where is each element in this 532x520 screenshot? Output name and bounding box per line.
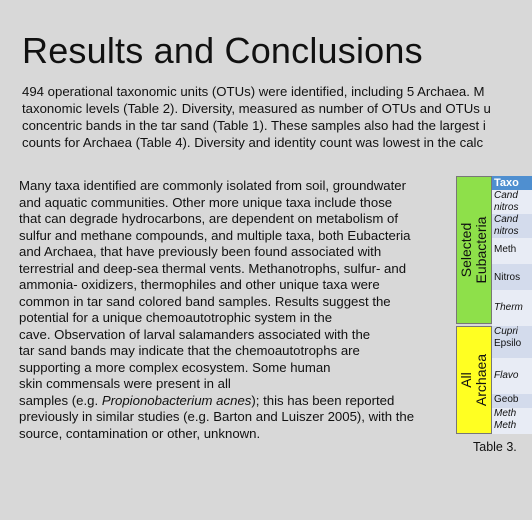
group-eubacteria bbox=[456, 176, 492, 324]
body-line bbox=[19, 393, 459, 410]
group-eubacteria-label bbox=[459, 217, 489, 284]
body-line: skin commensals were present in all bbox=[19, 376, 231, 391]
table-cell: Flavo bbox=[492, 358, 532, 394]
table-cell: Cand bbox=[492, 214, 532, 226]
body-line: and aquatic communities. Other more unique taxa include those bbox=[19, 194, 393, 210]
taxon-column bbox=[492, 176, 532, 434]
table-cell: Epsilo bbox=[492, 338, 532, 358]
intro-line: 494 operational taxonomic units (OTUs) were identified, including 5 Archaea. M bbox=[22, 84, 485, 99]
table-cell: Meth bbox=[492, 420, 532, 434]
body-text-segment: ); this has been reported bbox=[251, 392, 395, 408]
table-cell: nitros bbox=[492, 226, 532, 238]
group-label-line: All bbox=[458, 372, 474, 388]
taxon-header: Taxo bbox=[492, 176, 532, 190]
table-cell: Geob bbox=[492, 394, 532, 408]
body-line: Many taxa identified are commonly isolated from soil, groundwater bbox=[19, 178, 407, 193]
body-line: tar sand bands may indicate that the chemoautotrophs are bbox=[19, 343, 360, 358]
body-line: supporting a more complex ecosystem. Some human bbox=[19, 359, 331, 375]
body-line: that can degrade hydrocarbons, are dependent on metabolism of bbox=[19, 211, 399, 226]
group-label-line: Archaea bbox=[473, 353, 489, 407]
group-label-line: Selected bbox=[458, 222, 474, 278]
table-cell: Therm bbox=[492, 290, 532, 326]
body-line: sulfur and methane compounds, and multiple taxa, both Eubacteria bbox=[19, 227, 411, 243]
slide-title: Results and Conclusions bbox=[22, 30, 423, 71]
table-caption: Table 3. bbox=[473, 440, 517, 454]
table-cell: Meth bbox=[492, 238, 532, 264]
body-line: potential for a unique chemoautotrophic system in the bbox=[19, 310, 333, 325]
species-name: Propionobacterium acnes bbox=[101, 392, 252, 408]
body-line: previously in similar studies (e.g. Barton and Luiszer 2005), with the bbox=[19, 409, 415, 424]
body-line: cave. Observation of larval salamanders associated with the bbox=[19, 326, 371, 342]
body-line: ammonia- oxidizers, thermophiles and other unique taxa were bbox=[19, 277, 380, 292]
body-line: terrestrial and deep-sea thermal vents. Methanotrophs, sulfur- and bbox=[19, 260, 407, 276]
table-cell: Cand bbox=[492, 190, 532, 202]
intro-paragraph bbox=[22, 83, 520, 151]
intro-line: counts for Archaea (Table 4). Diversity and identity count was lowest in the calc bbox=[22, 135, 484, 150]
taxa-table bbox=[456, 176, 523, 434]
intro-line: concentric bands in the tar sand (Table 1). These samples also had the largest i bbox=[22, 118, 486, 133]
table-cell: Meth bbox=[492, 408, 532, 420]
body-line: and Archaea, that have previously been found associated with bbox=[19, 244, 382, 259]
body-line: common in tar sand colored band samples. Results suggest the bbox=[19, 293, 391, 309]
table-cell: Nitros bbox=[492, 264, 532, 290]
group-archaea bbox=[456, 326, 492, 434]
intro-line: taxonomic levels (Table 2). Diversity, measured as number of OTUs and OTUs u bbox=[22, 101, 491, 116]
group-archaea-label bbox=[459, 354, 489, 406]
group-label-line: Eubacteria bbox=[473, 216, 489, 284]
table-cell: Cupri bbox=[492, 326, 532, 338]
body-paragraph bbox=[19, 178, 459, 442]
body-line: source, contamination or other, unknown. bbox=[19, 425, 261, 441]
table-cell: nitros bbox=[492, 202, 532, 214]
body-text-segment: samples (e.g. bbox=[19, 392, 102, 408]
